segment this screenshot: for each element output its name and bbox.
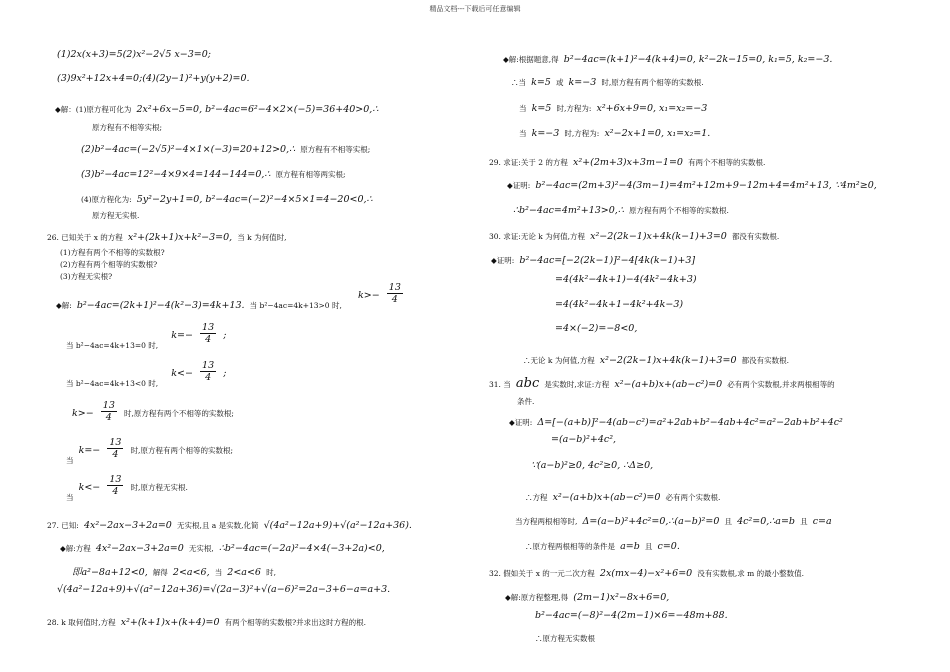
proof-30-step: =4(4k²−4k+1−4k²+4k−3)	[555, 299, 684, 310]
question-30: 30. 求证:无论 k 为何值,方程 x²−2(2k−1)x+4k(k−1)+3=0 都没有实数根.	[489, 231, 780, 242]
question-29: 29. 求证:关于 2 的方程 x²+(2m+3)x+3m−1=0 有两个不相等的实数根.	[489, 157, 766, 168]
solution-32: ◆解:原方程整理,得 (2m−1)x²−8x+6=0,	[505, 592, 670, 603]
formula: (3)b²−4ac=12²−4×9×4=144−144=0,∴	[81, 169, 271, 180]
solution-line-1	[55, 99, 378, 115]
solution-28: ◆解:根据题意,得 b²−4ac=(k+1)²−4(k+4)=0, k²−2k−15=0, k₁=5, k₂=−3.	[503, 54, 833, 65]
conclusion-text: 原方程有不相等实根;	[300, 145, 371, 154]
page-header: 精品文档---下载后可任意编辑	[429, 5, 521, 13]
condition-text: 当 b²−4ac=4k+13>0 时,	[249, 301, 342, 310]
fraction-result: k>− $\frac{13}{4}$	[358, 282, 401, 305]
solution-label: (4)原方程化为:	[81, 195, 132, 204]
solution-27: ◆解:方程 4x²−2ax−3+2a=0 无实根, ∴b²−4ac=(−2a)²−4×4(−3+2a)<0,	[60, 543, 385, 554]
question-31: 31. 当 abc 是实数时,求证:方程 x²−(a+b)x+(ab−c²)=0 必有两个实数根,并求两根相等的	[489, 376, 835, 391]
fraction: $\frac{13}{4}$	[202, 360, 215, 383]
fraction: $\frac{13}{4}$	[202, 322, 215, 345]
fraction: $\frac{13}{4}$	[109, 474, 122, 497]
equation-list-2: (3)9x²+12x+4=0;(4)(2y−1)²+y(y+2)=0.	[57, 73, 250, 84]
formula: b²−4ac=(2k+1)²−4(k²−3)=4k+13.	[76, 300, 245, 311]
solution-27-result: √(4a²−12a+9)+√(a²−12a+36)=√(2a−3)²+√(a−6)²=2a−3+6−a=a+3.	[57, 584, 391, 595]
solution-label: ◆解：(1)原方程可化为	[55, 105, 132, 114]
proof-30-conclusion: ∴无论 k 为何值,方程 x²−2(2k−1)x+4k(k−1)+3=0 都没有实数根.	[523, 355, 789, 366]
right-column	[475, 0, 950, 672]
case-less: $_{当 b^2-4ac=4k+13<0 时,}$ k<− $\frac{13}{4}$ ;	[66, 360, 227, 388]
solution-line-2	[81, 139, 370, 155]
proof-31-conclusion: ∴方程 x²−(a+b)x+(ab−c²)=0 必有两个实数根.	[525, 492, 721, 503]
formula: 5y²−2y+1=0, b²−4ac=(−2)²−4×5×1=4−20<0,∴	[136, 194, 373, 205]
proof-29: ◆证明: b²−4ac=(2m+3)²−4(3m−1)=4m²+12m+9−12m+4=4m²+13, ∵4m²≥0,	[507, 180, 877, 191]
formula: (2)b²−4ac=(−2√5)²−4×1×(−3)=20+12>0,∴	[81, 144, 296, 155]
proof-30-step: =4×(−2)=−8<0,	[555, 323, 638, 334]
result-1: k>− $\frac{13}{4}$ 时,原方程有两个不相等的实数根;	[72, 400, 234, 423]
formula: x²+(2k+1)x+k²−3=0,	[127, 232, 233, 243]
result-3: $_当$ k<− $\frac{13}{4}$ 时,原方程无实根.	[66, 474, 188, 502]
question-26	[47, 227, 286, 243]
proof-30-step: =4(4k²−4k+1)−4(4k²−4k+3)	[555, 274, 697, 285]
question-32: 32. 假如关于 x 的一元二次方程 2x(mx−4)−x²+6=0 没有实数根,求 m 的最小整数值.	[489, 568, 804, 579]
question-31-continued: 条件.	[517, 397, 535, 406]
sub-question: (3)方程无实根?	[60, 272, 113, 281]
equation-list-1: (1)2x(x+3)=5(2)x²−2√5 x−3=0;	[57, 49, 211, 60]
solution-28-conclusion: ∴当 k=5 或 k=−3 时,原方程有两个相等的实数根.	[511, 77, 704, 88]
conclusion-text: 原方程无实根.	[92, 211, 140, 220]
question-27: 27. 已知: 4x²−2ax−3+2a=0 无实根,且 a 是实数,化简 √(4a²−12a+9)+√(a²−12a+36).	[47, 520, 412, 531]
solution-32-conclusion: ∴原方程无实数根	[535, 634, 595, 643]
proof-31-step: =(a−b)²+4c²,	[551, 434, 617, 445]
conclusion-text: 原方程有不相等实根;	[92, 123, 163, 132]
solution-line-3	[81, 164, 346, 180]
result-2: $_当$ k=− $\frac{13}{4}$ 时,原方程有两个相等的实数根;	[66, 437, 233, 465]
proof-31-result: ∴原方程两根相等的条件是 a=b 且 c=0.	[525, 541, 680, 552]
fraction: $\frac{13}{4}$	[102, 400, 115, 423]
solution-label: ◆解:	[56, 301, 72, 310]
question-text: 当 k 为何值时,	[237, 233, 287, 242]
solution-32-step: b²−4ac=(−8)²−4(2m−1)×6=−48m+88.	[535, 610, 728, 621]
solution-27-step: 即a²−8a+12<0, 解得 2<a<6, 当 2<a<6 时,	[72, 567, 276, 578]
proof-30: ◆证明: b²−4ac=[−2(2k−1)]²−4[4k(k−1)+3]	[491, 255, 696, 266]
proof-31-equal-roots: 当方程两根相等时, Δ=(a−b)²+4c²=0,∴(a−b)²=0 且 4c²=0,∴a=b 且 c=a	[515, 516, 832, 527]
fraction: $\frac{13}{4}$	[109, 437, 122, 460]
question-28: 28. k 取何值时,方程 x²+(k+1)x+(k+4)=0 有两个相等的实数根?并求出这时方程的根.	[47, 617, 367, 628]
solution-line-4	[81, 189, 373, 205]
sub-question: (2)方程有两个相等的实数根?	[60, 260, 158, 269]
question-label: 26. 已知关于 x 的方程	[47, 233, 123, 242]
formula: 2x²+6x−5=0, b²−4ac=6²−4×2×(−5)=36+40>0,∴	[136, 104, 379, 115]
proof-31: ◆证明: Δ=[−(a+b)]²−4(ab−c²)=a²+2ab+b²−4ab+4c²=a²−2ab+b²+4c²	[509, 417, 843, 428]
sub-question: (1)方程有两个不相等的实数根?	[60, 248, 165, 257]
case-equal: $_{当 b^2-4ac=4k+13=0 时,}$ k=− $\frac{13}{4}$ ;	[66, 322, 227, 350]
proof-29-conclusion: ∴b²−4ac=4m²+13>0,∴ 原方程有两个不相等的实数根.	[513, 205, 729, 216]
solution-28-case2: 当 k=−3 时,方程为: x²−2x+1=0, x₁=x₂=1.	[519, 128, 711, 139]
proof-31-step: ∵(a−b)²≥0, 4c²≥0, ∴Δ≥0,	[531, 460, 654, 471]
fraction: $\frac{13}{4}$	[388, 282, 401, 305]
solution-28-case1: 当 k=5 时,方程为: x²+6x+9=0, x₁=x₂=−3	[519, 103, 708, 114]
conclusion-text: 原方程有相等两实根;	[275, 170, 346, 179]
solution-26	[56, 295, 342, 311]
